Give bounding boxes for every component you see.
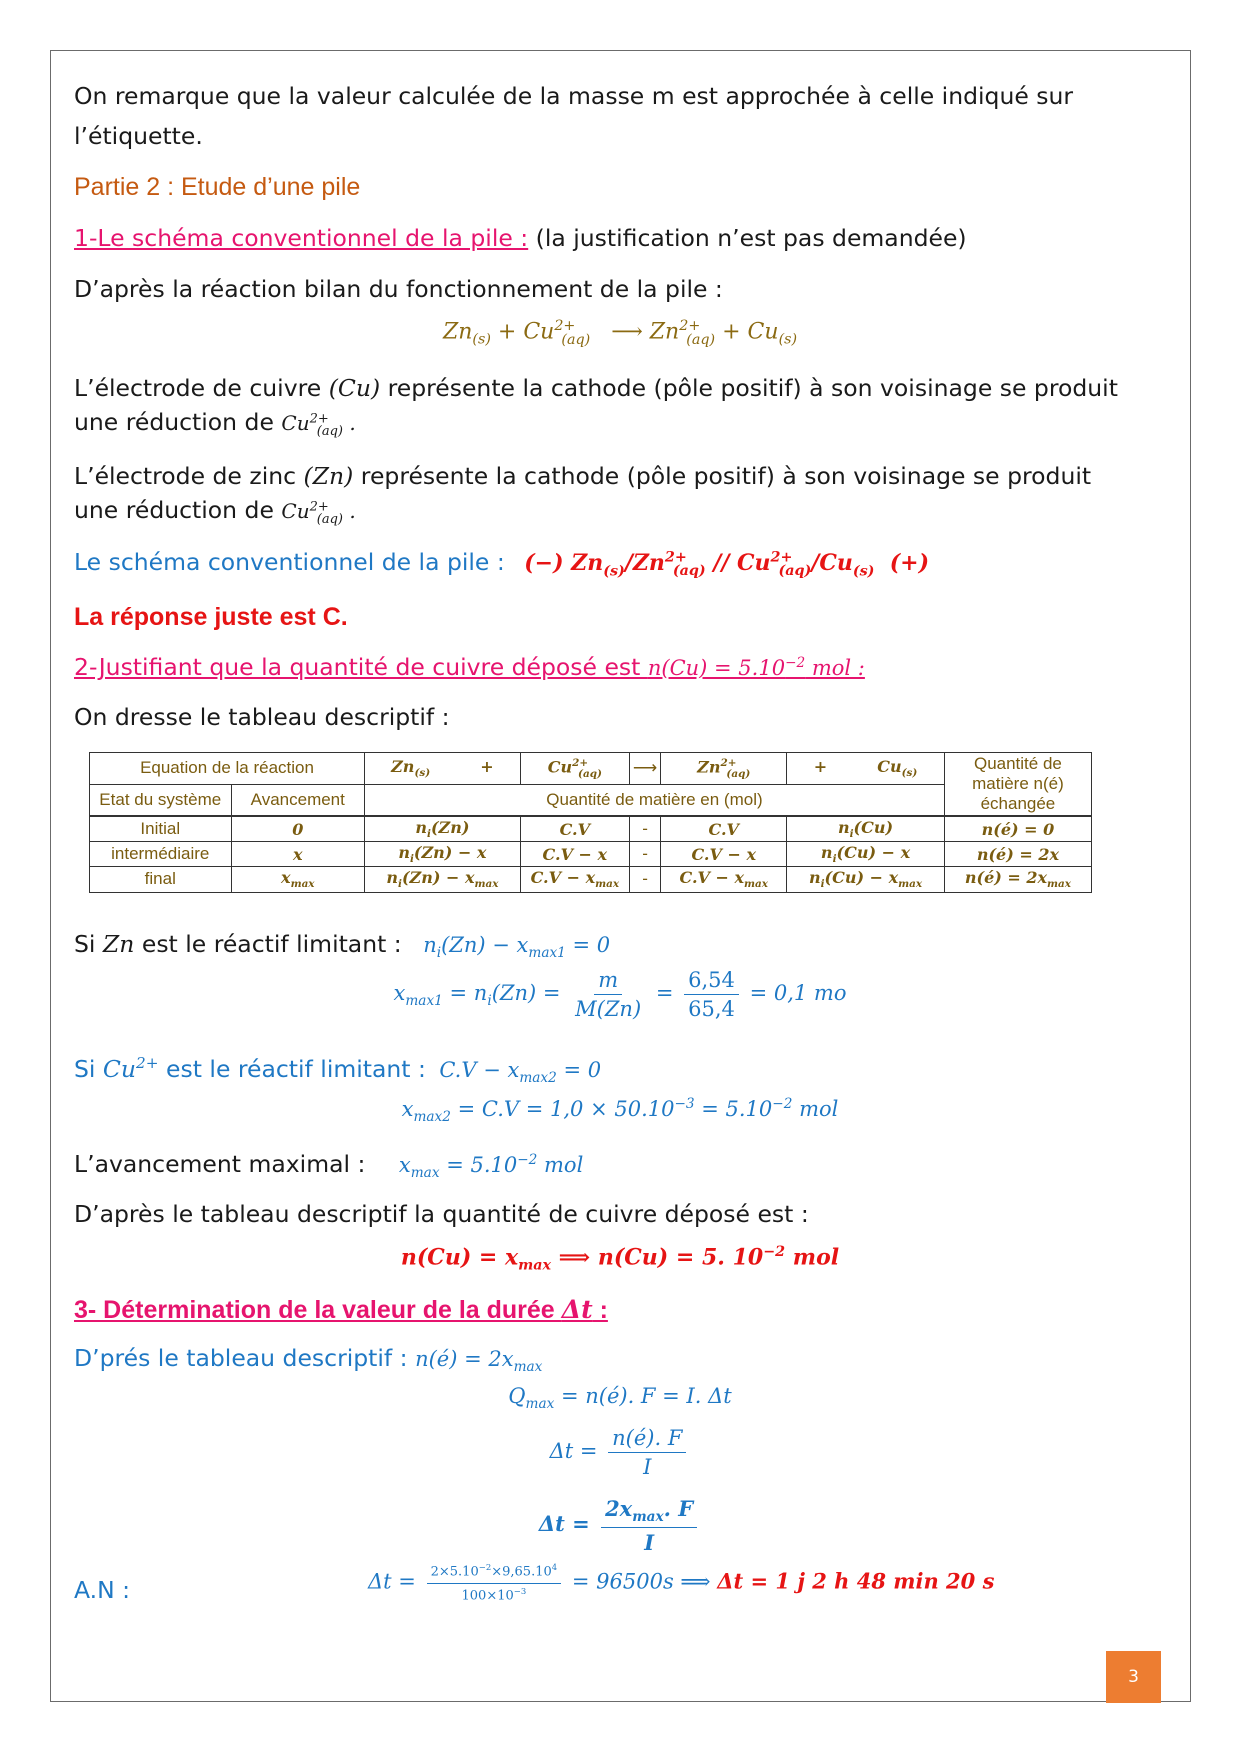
exchanged-electrons-line: D’prés le tableau descriptif : n(é) = $2x_{max}$ [74, 1344, 543, 1376]
descriptive-table [89, 752, 1092, 893]
copper-deposit-intro: D’après le tableau descriptif la quantité de cuivre déposé est : [74, 1200, 809, 1228]
table-row: intermédiaire x $n_i(Zn) - x$ C.V − x - C.V − x $n_i(Cu) - x$ n(é) = 2x [90, 842, 1092, 867]
intro-paragraph-line-2: l’étiquette. [74, 122, 203, 150]
table-row: Initial 0 $n_i(Zn)$ C.V - C.V $n_i(Cu)$ n(é) = 0 [90, 816, 1092, 842]
table-eq-cu: + $Cu_{(s)}$ [787, 753, 945, 785]
table-eq-zn2: $Zn^{2+}_{(aq)}$ [661, 753, 787, 785]
max-advancement-line: L’avancement maximal : $x_{max} = 5.10^{-2}$ mol [74, 1150, 584, 1182]
table-row: final $x_{max}$ $n_i(Zn) - x_{max}$ $C.V - x_{max}$ - $C.V - x_{max}$ $n_i(Cu) - x_{max}$ n(é) = $2x_{max}$ [90, 867, 1092, 892]
qmax-equation: $Q_{max}$ = n(é). F = I. Δt [508, 1384, 732, 1413]
table-header-quantite: Quantité de matière en (mol) [365, 784, 945, 816]
cu-limiting-line: Si $Cu^{2+}$ est le réactif limitant : $C.V - x_{max2} = 0$ [74, 1054, 602, 1087]
question-1-title: 1-Le schéma conventionnel de la pile : [74, 224, 529, 252]
table-header-exchange: Quantité de matière n(é) échangée [944, 753, 1091, 817]
copper-symbol: (Cu) [328, 374, 381, 402]
zn-limiting-line: Si Zn est le réactif limitant : $n_i(Zn) - x_{max1} = 0$ [74, 930, 611, 962]
question-2-title: 2-Justifiant que la quantité de cuivre déposé est $n(Cu) = 5.10^{-2}$ mol : [74, 653, 865, 681]
schema-notation: (−) $Zn_{(s)}/Zn^{2+}_{(aq)} // Cu^{2+}_{(aq)}/Cu_{(s)}$ (+) [524, 549, 929, 580]
table-eq-zn: $Zn_{(s)}$ + [365, 753, 521, 785]
delta-t-formula: Δt = $\frac{n(é). F}{I}$ [0, 1426, 1240, 1479]
an-label: A.N : [74, 1576, 131, 1604]
an-calculation: Δt = $\frac{2\times 5.10^{-2}\times 9,65.10^4}{100\times 10^{-3}}$ = 96500s ⟹ Δt = 1 j 2 h 48 min 20 s [368, 1562, 995, 1603]
section-title-partie-2: Partie 2 : Etude d’une pile [74, 173, 361, 201]
table-intro: On dresse le tableau descriptif : [74, 703, 450, 731]
question-1-note: (la justification n’est pas demandée) [528, 224, 967, 252]
reaction-equation: $Zn_{(s)} + Cu^{2+}_{(aq)}$ ⟶ $Zn^{2+}_{(aq)} + Cu_{(s)}$ [442, 318, 798, 348]
table-eq-cu2: $Cu^{2+}_{(aq)}$ [520, 753, 629, 785]
row-label-final: final [90, 867, 232, 892]
zinc-electrode-line-2: une réduction de $Cu^{2+}_{(aq)}$ . [74, 496, 356, 527]
row-label-intermediate: intermédiaire [90, 842, 232, 867]
xmax2-equation: $x_{max2} = C.V = 1,0 \times 50.10^{-3} = 5.10^{-2}$ mol [401, 1096, 839, 1126]
final-duration: Δt = 1 j 2 h 48 min 20 s [717, 1568, 995, 1594]
reaction-intro: D’après la réaction bilan du fonctionnement de la pile : [74, 275, 723, 303]
row-label-initial: Initial [90, 816, 232, 842]
answer-c: La réponse juste est C. [74, 603, 348, 631]
table-header-etat: Etat du système [90, 784, 232, 816]
copper-electrode-line-2: une réduction de $Cu^{2+}_{(aq)}$ . [74, 408, 356, 439]
zinc-symbol: (Zn) [303, 462, 354, 490]
copper-electrode-line-1: L’électrode de cuivre (Cu) représente la cathode (pôle positif) à son voisinage se produit [74, 374, 1118, 402]
table-header-avancement: Avancement [231, 784, 365, 816]
question-3-title: 3- Détermination de la valeur de la durée Δt : [74, 1295, 608, 1324]
intro-paragraph-line-1: On remarque que la valeur calculée de la masse m est approchée à celle indiqué sur [74, 82, 1074, 110]
xmax1-equation: $x_{max1} = n_i(Zn)$ = $\frac{m}{M(Zn)}$ = $\frac{6,54}{65,4}$ = 0,1 mo [393, 968, 847, 1021]
copper-deposit-result: $n(Cu) = x_{max}$ ⟹ n(Cu) = 5. $10^{-2}$ mol [400, 1244, 840, 1274]
conventional-schema-line [74, 548, 929, 581]
schema-label: Le schéma conventionnel de la pile : [74, 548, 505, 576]
zinc-electrode-line-1: L’électrode de zinc (Zn) représente la cathode (pôle positif) à son voisinage se produit [74, 462, 1092, 490]
page-number: 3 [1106, 1651, 1161, 1703]
table-eq-arrow: ⟶ [629, 753, 660, 785]
delta-t-formula-bold: Δt = $\frac{2x_{max}. F}{I}$ [0, 1496, 1240, 1555]
table-header-equation: Equation de la réaction [90, 753, 365, 785]
question-1-heading [74, 224, 967, 253]
